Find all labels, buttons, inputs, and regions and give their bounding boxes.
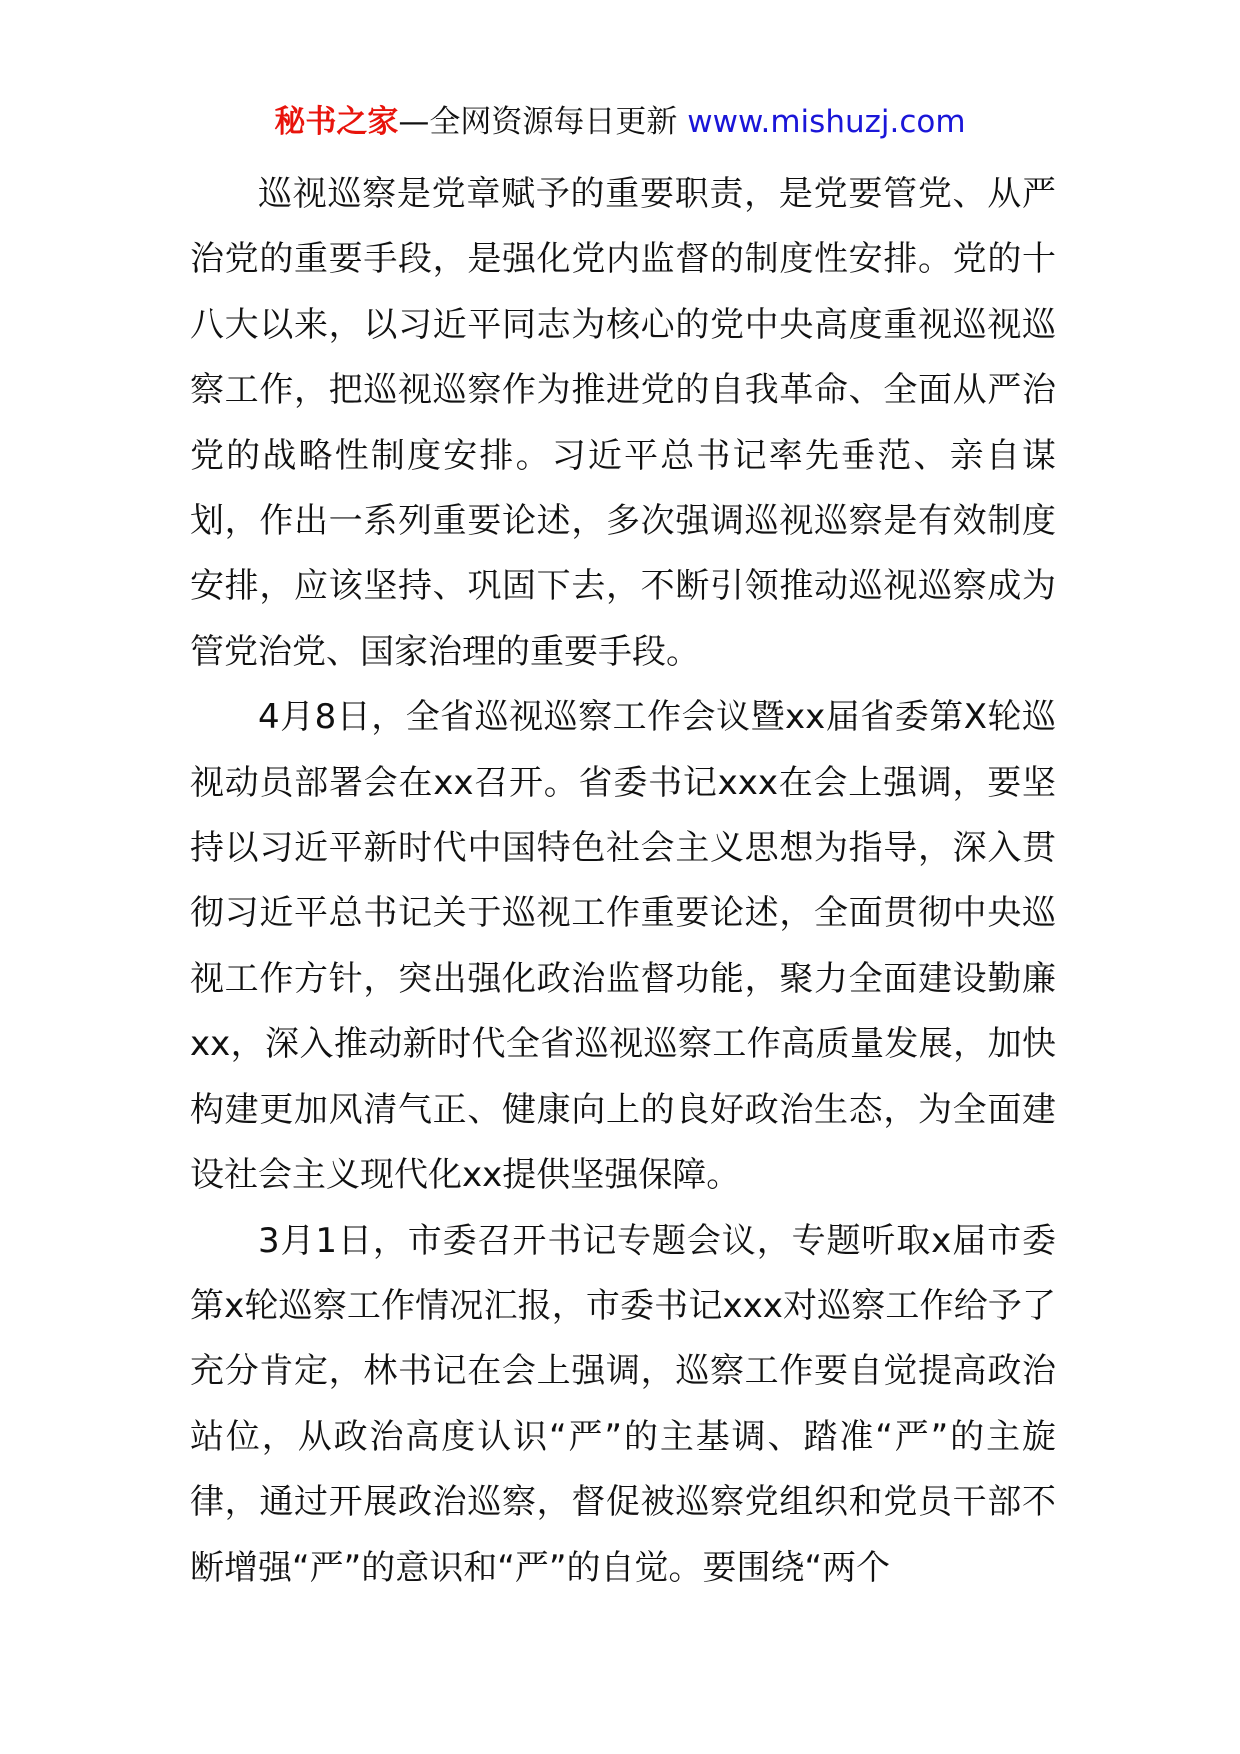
document-body bbox=[190, 162, 1056, 1601]
brand-name: 秘书之家 bbox=[274, 104, 399, 140]
site-url-link[interactable]: www.mishuzj.com bbox=[687, 104, 966, 140]
paragraph-2: 4月8日，全省巡视巡察工作会议暨xx届省委第X轮巡视动员部署会在xx召开。省委书记xxx在会上强调，要坚持以习近平新时代中国特色社会主义思想为指导，深入贯彻习近平总书记关于巡视工作重要论述，全面贯彻中央巡视工作方针，突出强化政治监督功能，聚力全面建设勤廉xx，深入推动新时代全省巡视巡察工作高质量发展，加快构建更加风清气正、健康向上的良好政治生态，为全面建设社会主义现代化xx提供坚强保障。 bbox=[190, 697, 1056, 1196]
header-tagline: —全网资源每日更新 bbox=[398, 104, 688, 140]
site-header bbox=[0, 100, 1240, 144]
paragraph-3: 3月1日，市委召开书记专题会议，专题听取x届市委第x轮巡察工作情况汇报，市委书记xxx对巡察工作给予了充分肯定，林书记在会上强调，巡察工作要自觉提高政治站位，从政治高度认识“严”的主基调、踏准“严”的主旋律，通过开展政治巡察，督促被巡察党组织和党员干部不断增强“严”的意识和“严”的自觉。要围绕“两个 bbox=[190, 1220, 1056, 1588]
paragraph-1: 巡视巡察是党章赋予的重要职责，是党要管党、从严治党的重要手段，是强化党内监督的制度性安排。党的十八大以来，以习近平同志为核心的党中央高度重视巡视巡察工作，把巡视巡察作为推进党的自我革命、全面从严治党的战略性制度安排。习近平总书记率先垂范、亲自谋划，作出一系列重要论述，多次强调巡视巡察是有效制度安排，应该坚持、巩固下去，不断引领推动巡视巡察成为管党治党、国家治理的重要手段。 bbox=[190, 174, 1056, 672]
